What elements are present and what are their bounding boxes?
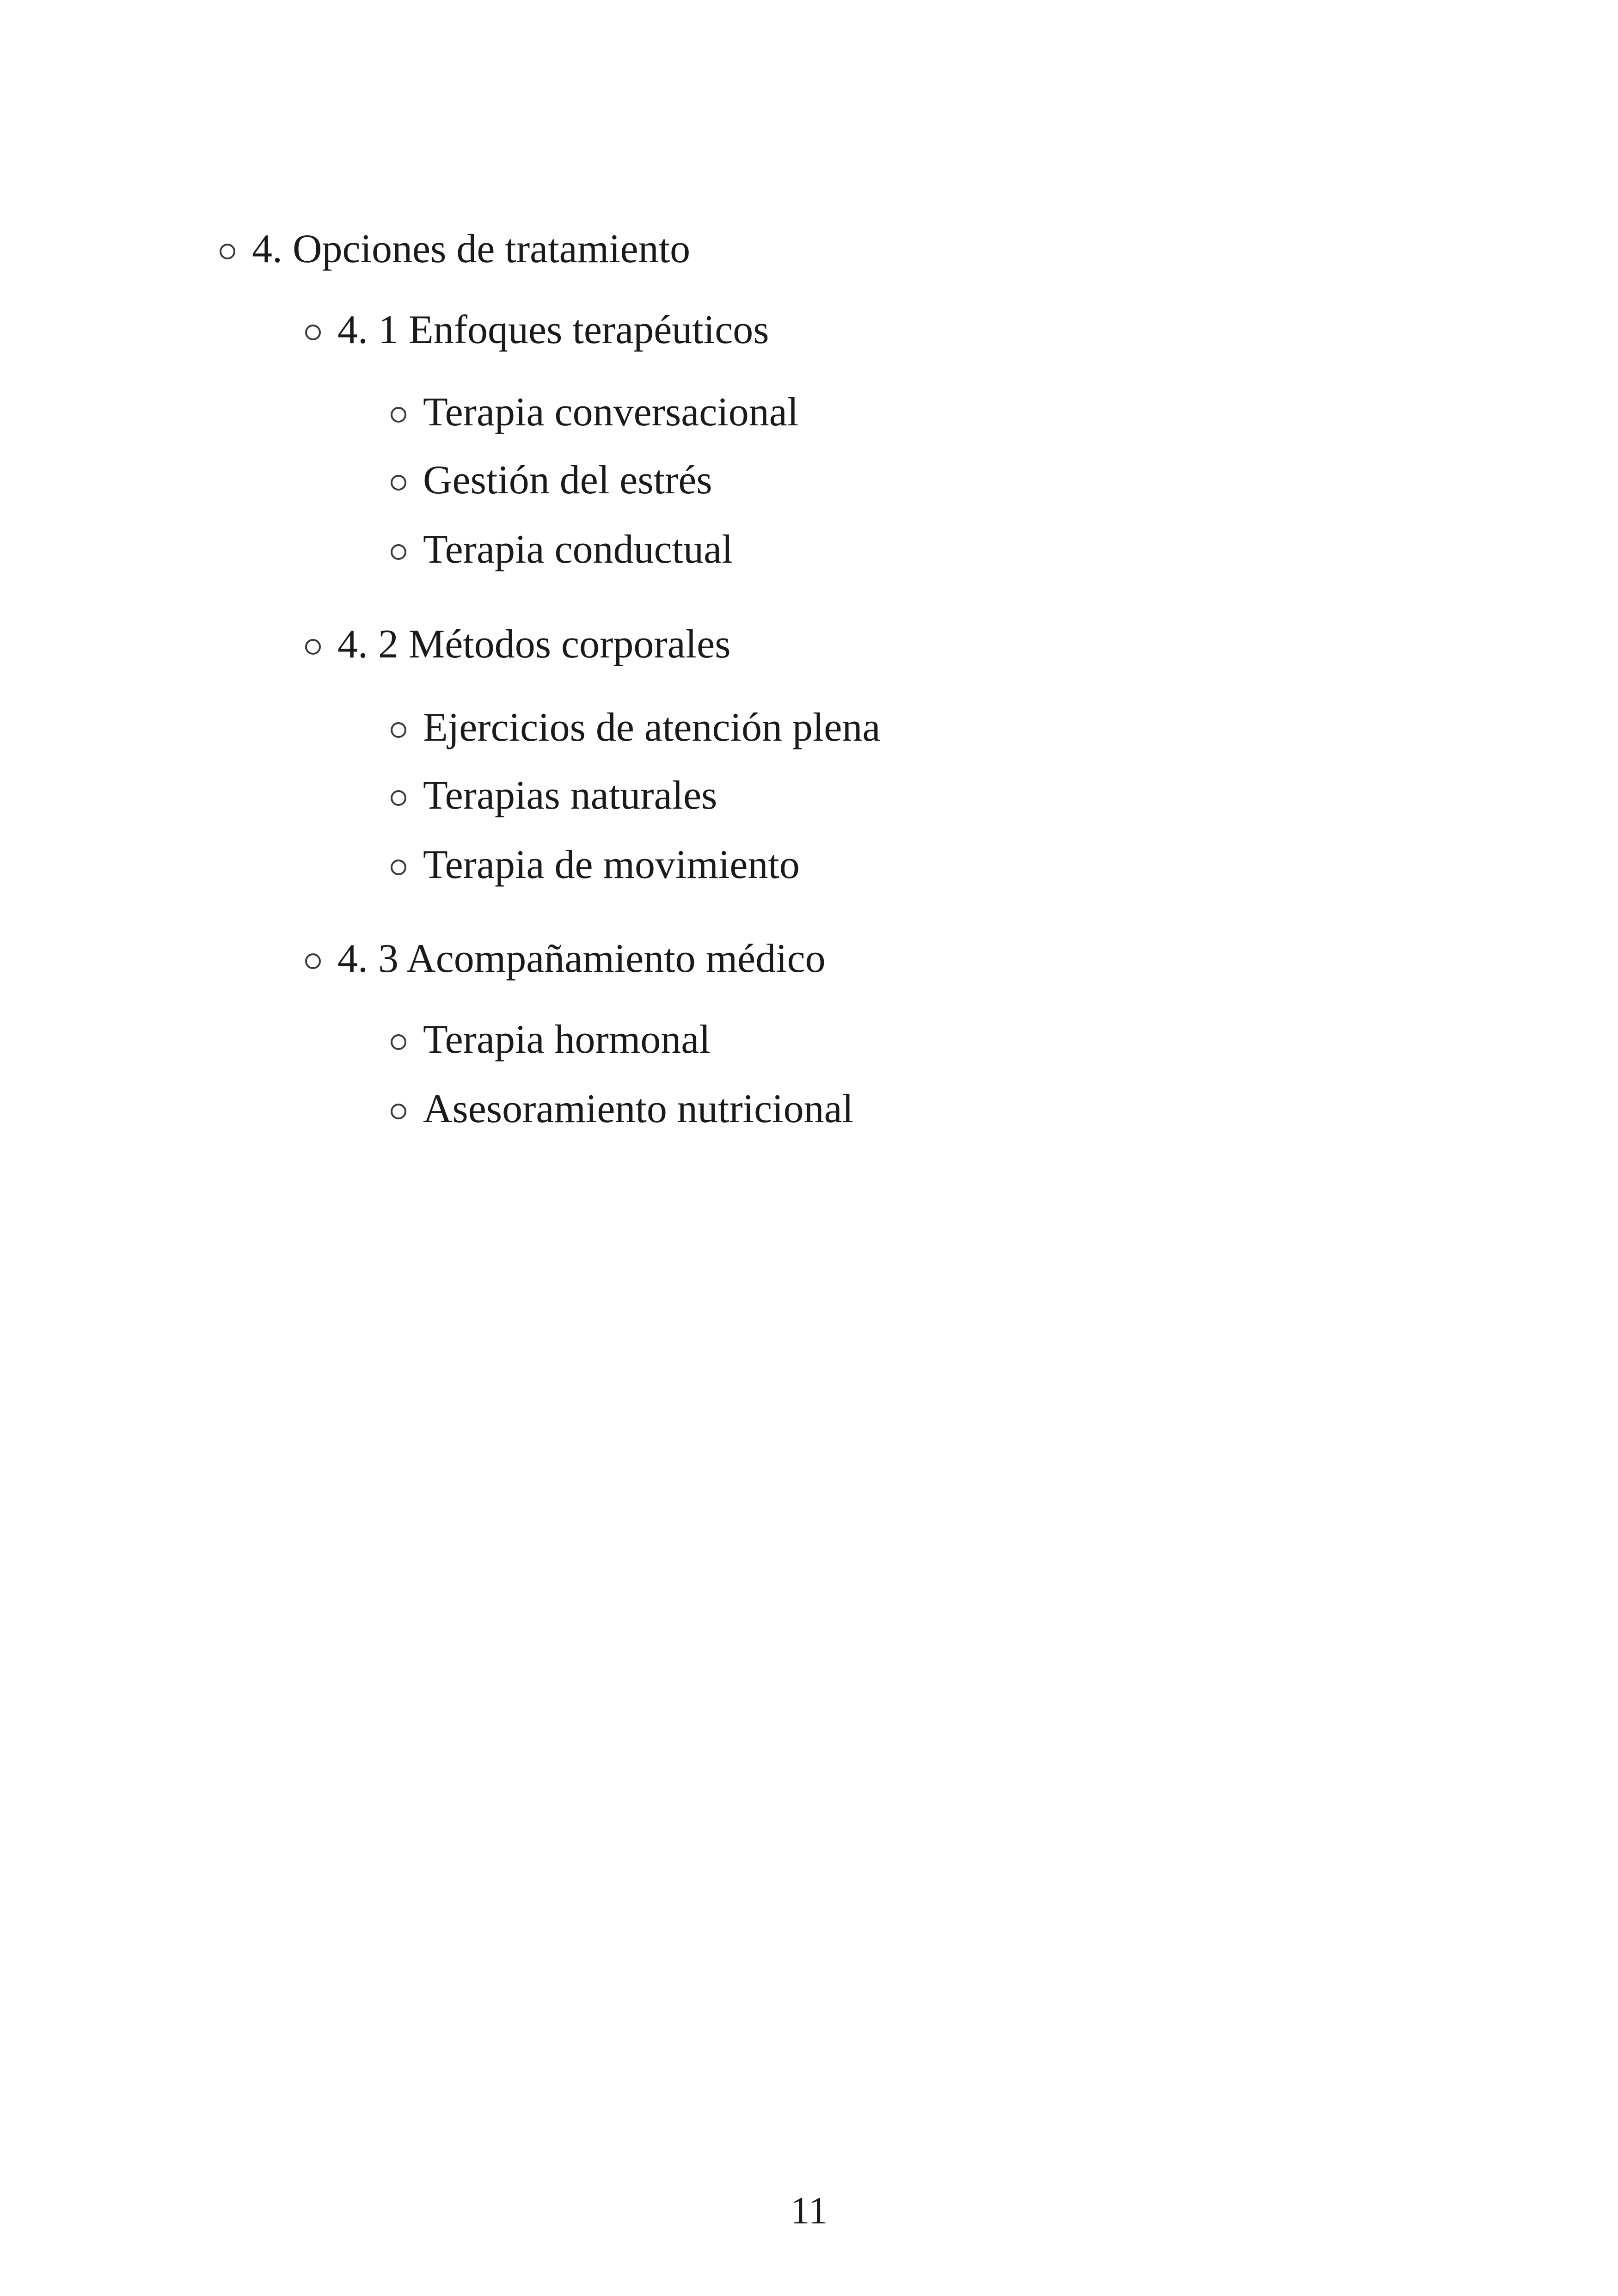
hollow-bullet-icon	[391, 722, 406, 738]
page-number: 11	[790, 2189, 828, 2232]
hollow-bullet-icon	[391, 475, 406, 491]
hollow-bullet-icon	[391, 1104, 406, 1119]
hollow-bullet-icon	[305, 639, 321, 655]
outline-item	[391, 842, 800, 887]
hollow-bullet-icon	[391, 790, 406, 806]
hollow-bullet-icon	[391, 544, 406, 560]
subsection-title: 4. 1 Enfoques terapéuticos	[337, 307, 769, 352]
section-title: 4. Opciones de tratamiento	[252, 227, 691, 271]
item-text: Terapia conductual	[423, 527, 733, 572]
subsection-title: 4. 2 Métodos corporales	[337, 622, 731, 667]
outline-item	[391, 392, 798, 433]
hollow-bullet-icon	[305, 953, 321, 969]
hollow-bullet-icon	[220, 244, 235, 259]
outline-item	[391, 707, 881, 748]
hollow-bullet-icon	[391, 1034, 406, 1050]
outline-item	[391, 529, 733, 570]
item-text: Ejercicios de atención plena	[423, 705, 881, 750]
item-text: Asesoramiento nutricional	[423, 1087, 854, 1131]
hollow-bullet-icon	[305, 325, 321, 340]
outline-item	[391, 1019, 711, 1060]
outline-item	[391, 460, 712, 501]
outline-item	[391, 1089, 853, 1130]
item-text: Gestión del estrés	[423, 458, 712, 503]
item-text: Terapia hormonal	[423, 1017, 711, 1062]
item-text: Terapia de movimiento	[423, 842, 800, 887]
outline-subsection-heading	[305, 624, 730, 665]
hollow-bullet-icon	[391, 859, 406, 875]
outline-subsection-heading	[305, 936, 826, 981]
item-text: Terapia conversacional	[423, 390, 799, 435]
subsection-title: 4. 3 Acompañamiento médico	[337, 936, 826, 981]
outline-subsection-heading	[305, 307, 769, 352]
hollow-bullet-icon	[391, 407, 406, 423]
item-text: Terapias naturales	[423, 773, 717, 818]
outline-section-heading	[220, 229, 690, 270]
outline-item	[391, 775, 717, 816]
